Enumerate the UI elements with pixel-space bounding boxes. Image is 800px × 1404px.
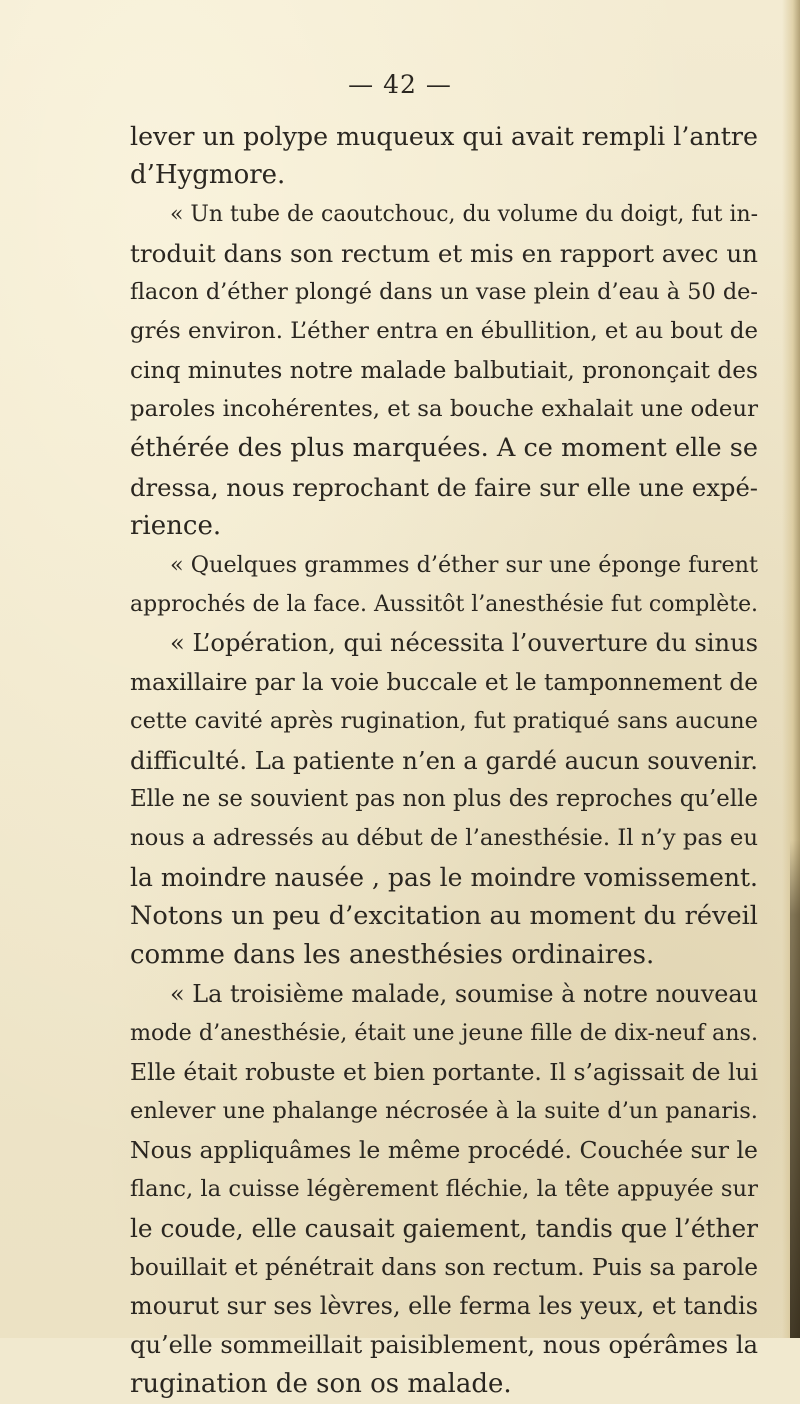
text-line: Elle ne se souvient pas non plus des reproches qu’elle (130, 786, 758, 812)
text-line: approchés de la face. Aussitôt l’anesthésie fut complète. (130, 592, 759, 617)
text-line: éthérée des plus marquées. A ce moment elle se (130, 433, 758, 463)
text-line: mourut sur ses lèvres, elle ferma les yeux, et tandis (130, 1292, 758, 1320)
text-line: paroles incohérentes, et sa bouche exhalait une odeur (130, 396, 758, 422)
text-line: rugination de son os malade. (130, 1369, 512, 1399)
text-line: troduit dans son rectum et mis en rapport avec un (130, 239, 758, 268)
page-number: — 42 — (348, 70, 452, 99)
text-line: enlever une phalange nécrosée à la suite d’un panaris. (130, 1098, 758, 1124)
paragraph-start-line: « L’opération, qui nécessita l’ouverture du sinus (170, 629, 758, 657)
text-line: flacon d’éther plongé dans un vase plein d’eau à 50 de- (130, 279, 758, 305)
text-line: mode d’anesthésie, était une jeune fille de dix-neuf ans. (130, 1020, 758, 1046)
body-text (130, 117, 758, 1404)
text-line: bouillait et pénétrait dans son rectum. Puis sa parole (130, 1254, 758, 1281)
text-line: flanc, la cuisse légèrement fléchie, la tête appuyée sur (130, 1176, 758, 1202)
paragraph-start-line: « La troisième malade, soumise à notre nouveau (170, 980, 758, 1008)
text-line: grés environ. L’éther entra en ébullition, et au bout de (130, 318, 758, 344)
text-line: lever un polype muqueux qui avait rempli l’antre (130, 122, 759, 151)
text-line: cinq minutes notre malade balbutiait, prononçait des (130, 357, 758, 384)
text-line: qu’elle sommeillait paisiblement, nous opérâmes la (130, 1331, 758, 1359)
text-line: dressa, nous reprochant de faire sur elle une expé- (130, 473, 758, 502)
text-line: le coude, elle causait gaiement, tandis que l’éther (130, 1214, 758, 1243)
text-line: cette cavité après rugination, fut pratiqué sans aucune (130, 708, 758, 734)
text-line: la moindre nausée , pas le moindre vomissement. (130, 863, 758, 892)
text-line: difficulté. La patiente n’en a gardé aucun souvenir. (130, 746, 758, 775)
text-line: Nous appliquâmes le même procédé. Couchée sur le (130, 1136, 758, 1164)
paragraph-start-line: « Un tube de caoutchouc, du volume du doigt, fut in- (170, 202, 758, 227)
text-line: rience. (130, 511, 222, 541)
text-line: maxillaire par la voie buccale et le tamponnement de (130, 669, 758, 696)
binding-shadow (790, 840, 800, 1338)
text-line: Notons un peu d’excitation au moment du réveil (130, 901, 758, 931)
paragraph-start-line: « Quelques grammes d’éther sur une éponge furent (170, 552, 758, 578)
text-line: d’Hygmore. (130, 160, 286, 190)
text-line: comme dans les anesthésies ordinaires. (130, 940, 655, 970)
text-line: Elle était robuste et bien portante. Il s’agissait de lui (130, 1058, 758, 1086)
text-line: nous a adressés au début de l’anesthésie. Il n’y pas eu (130, 825, 758, 851)
